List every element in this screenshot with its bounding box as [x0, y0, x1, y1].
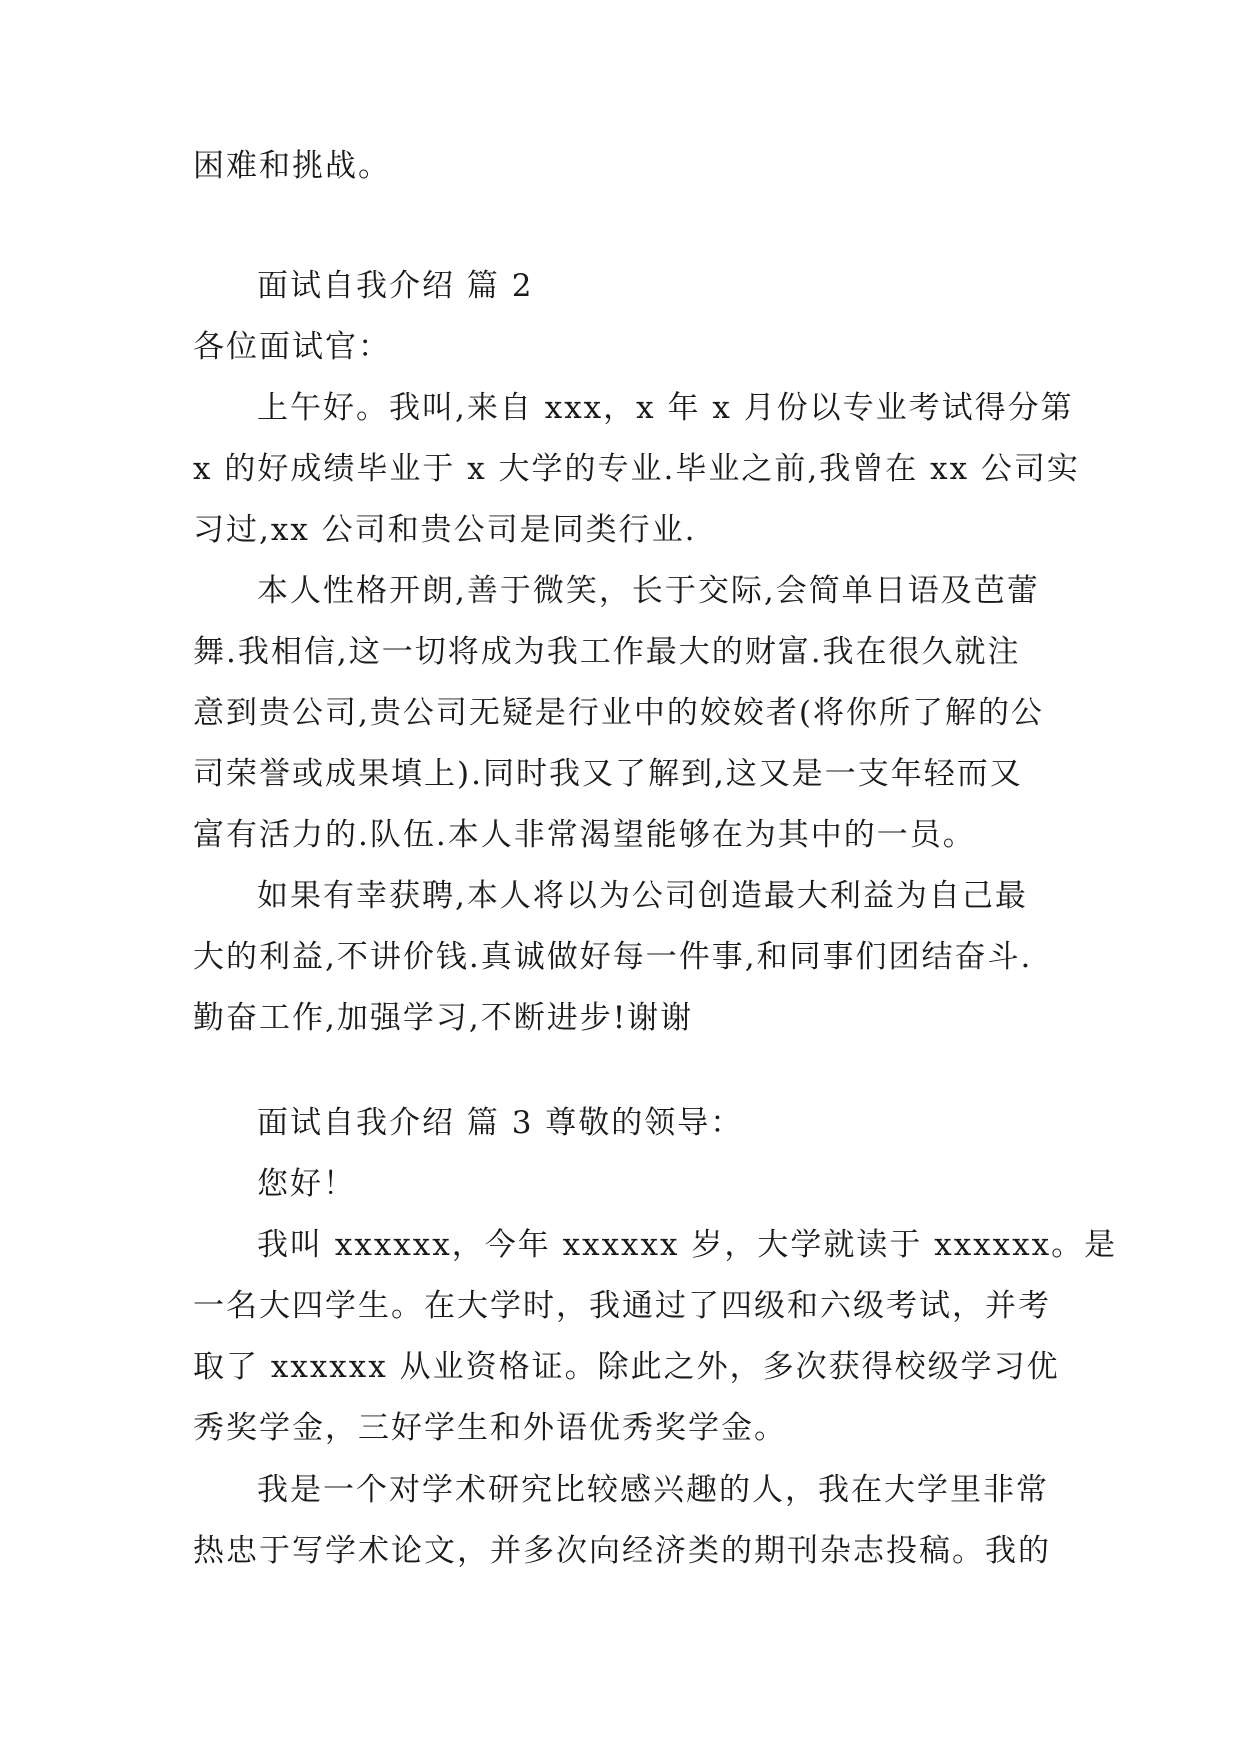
section-heading-2 — [193, 256, 1053, 317]
text-line: 司荣誉或成果填上).同时我又了解到,这又是一支年轻而又 — [193, 756, 1023, 792]
greeting-3 — [193, 1154, 1053, 1215]
section-heading-3 — [193, 1093, 1053, 1154]
text-line: x 的好成绩毕业于 x 大学的专业.毕业之前,我曾在 xx 公司实 — [193, 451, 1080, 487]
paragraph-continuation — [193, 136, 1053, 197]
text-line: 一名大四学生。在大学时，我通过了四级和六级考试，并考 — [193, 1288, 1051, 1324]
text-line: 取了 xxxxxx 从业资格证。除此之外，多次获得校级学习优 — [193, 1349, 1060, 1385]
text-line: 我叫 xxxxxx，今年 xxxxxx 岁，大学就读于 xxxxxx。是 — [257, 1227, 1118, 1263]
salutation-2-text: 各位面试官： — [193, 329, 391, 365]
text-line: 习过,xx 公司和贵公司是同类行业. — [193, 512, 697, 548]
text-line: 我是一个对学术研究比较感兴趣的人，我在大学里非常 — [257, 1472, 1049, 1508]
text-line: 上午好。我叫,来自 xxx，x 年 x 月份以专业考试得分第 — [257, 390, 1074, 426]
section-heading-2-text: 面试自我介绍 篇 2 — [257, 268, 534, 304]
text-line: 如果有幸获聘,本人将以为公司创造最大利益为自己最 — [257, 878, 1028, 914]
text-line: 大的利益,不讲价钱.真诚做好每一件事,和同事们团结奋斗. — [193, 939, 1033, 975]
paragraph-2-2 — [193, 561, 1053, 866]
text-line: 秀奖学金，三好学生和外语优秀奖学金。 — [193, 1410, 787, 1446]
paragraph-3-2 — [193, 1460, 1053, 1582]
text-line: 本人性格开朗,善于微笑，长于交际,会简单日语及芭蕾 — [257, 573, 1040, 609]
text-line: 热忠于写学术论文，并多次向经济类的期刊杂志投稿。我的 — [193, 1533, 1051, 1569]
salutation-2 — [193, 317, 1053, 378]
text-line: 困难和挑战。 — [193, 148, 391, 184]
text-line: 意到贵公司,贵公司无疑是行业中的姣姣者(将你所了解的公 — [193, 695, 1044, 731]
paragraph-3-1 — [193, 1215, 1118, 1459]
section-heading-3-text: 面试自我介绍 篇 3 尊敬的领导： — [257, 1105, 744, 1141]
greeting-3-text: 您好！ — [257, 1166, 356, 1202]
paragraph-2-1 — [193, 378, 1080, 561]
text-line: 富有活力的.队伍.本人非常渴望能够在为其中的一员。 — [193, 817, 976, 853]
paragraph-2-3 — [193, 866, 1053, 1049]
text-line: 舞.我相信,这一切将成为我工作最大的财富.我在很久就注 — [193, 634, 1021, 670]
text-line: 勤奋工作,加强学习,不断进步!谢谢 — [193, 1000, 694, 1036]
